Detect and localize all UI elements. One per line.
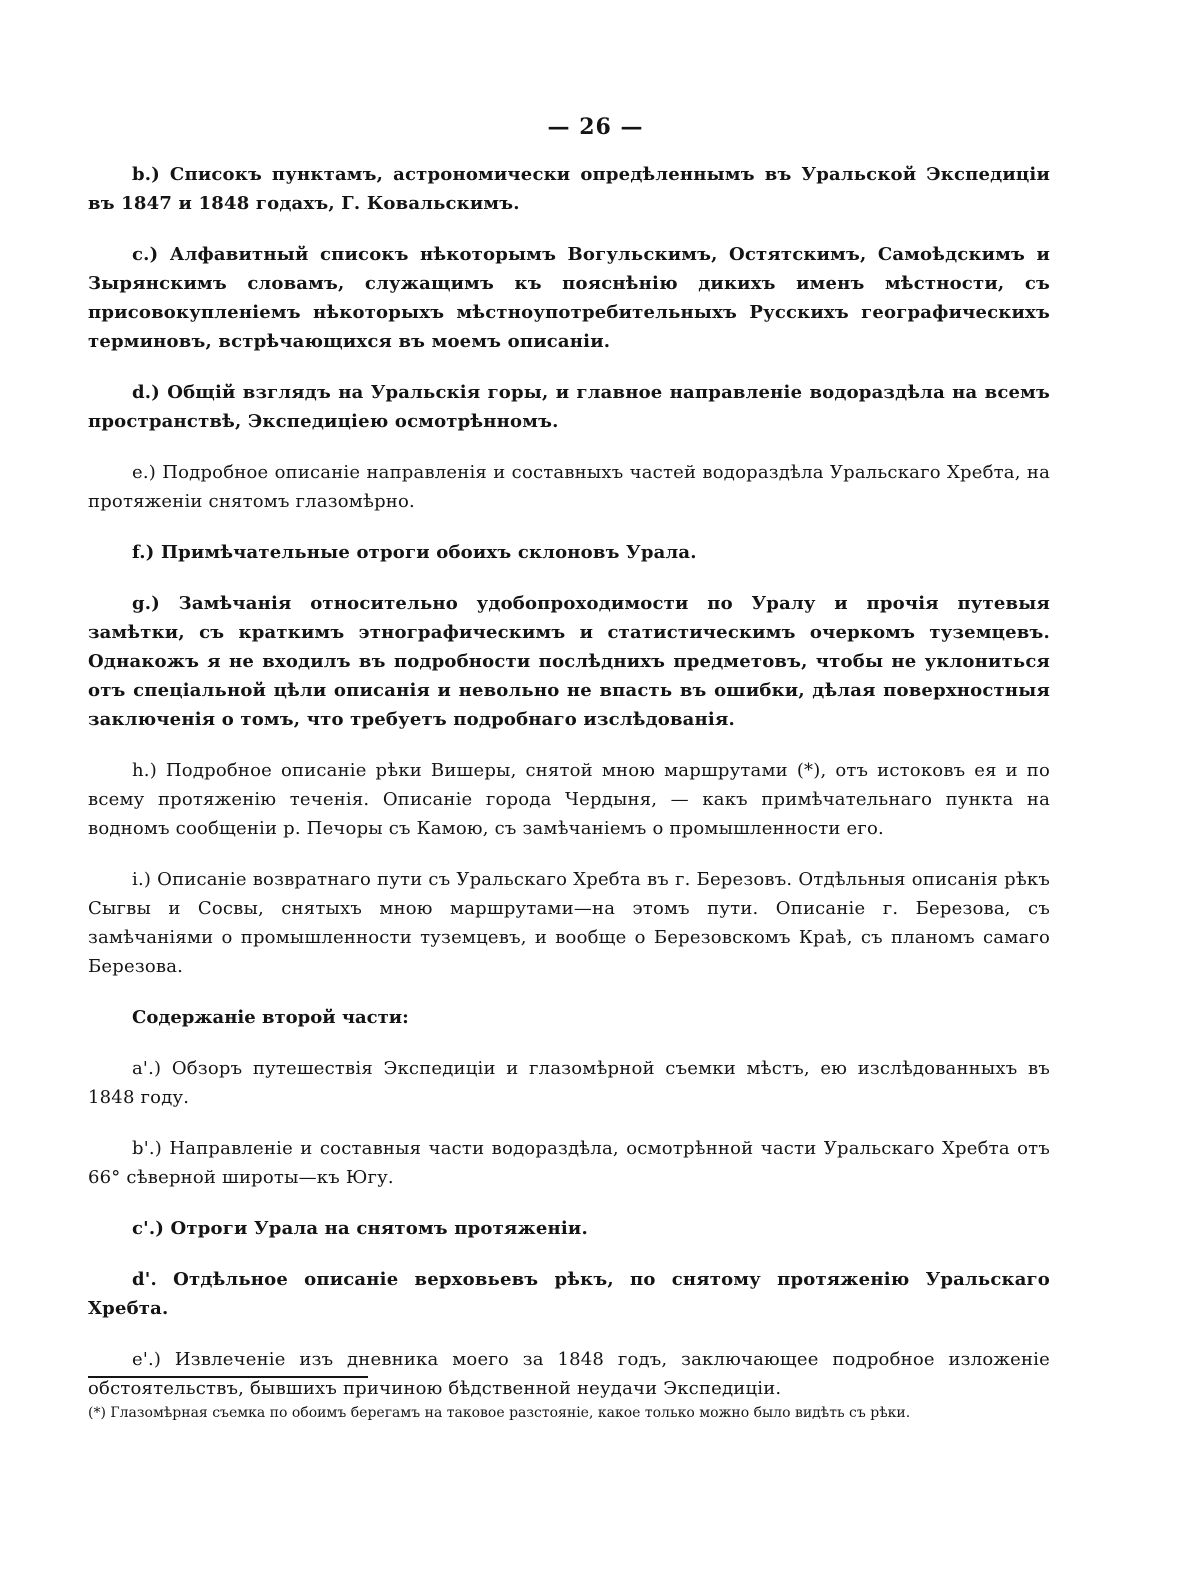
body-text xyxy=(88,160,1050,1425)
list-item-h: h.) Подробное описаніе рѣки Вишеры, снятой мною маршрутами (*), отъ истоковъ ея и по всему протяженію теченія. Описаніе города Чердыня, — какъ примѣчательнаго пункта на водномъ сообщеніи р. Печоры съ Камою, съ замѣчаніемъ о промышленности его. xyxy=(88,760,1050,839)
list-item-i: i.) Описаніе возвратнаго пути съ Уральскаго Хребта въ г. Березовъ. Отдѣльныя описанія рѣкъ Сыгвы и Сосвы, снятыхъ мною маршрутами—на этомъ пути. Описаніе г. Березова, съ замѣчаніями о промышленности туземцевъ, и вообще о Березовскомъ Краѣ, съ планомъ самаго Березова. xyxy=(88,869,1050,977)
list-item-d-prime: d'. Отдѣльное описаніе верховьевъ рѣкъ, по снятому протяженію Уральскаго Хребта. xyxy=(88,1269,1050,1319)
section-heading-second-part: Содержаніе второй части: xyxy=(132,1007,409,1028)
list-item-b: b.) Списокъ пунктамъ, астрономически опредѣленнымъ въ Уральской Экспедиціи въ 1847 и 1848 годахъ, Г. Ковальскимъ. xyxy=(88,164,1050,214)
list-item-c-prime: c'.) Отроги Урала на снятомъ протяженіи. xyxy=(132,1218,588,1239)
footnote: (*) Глазомѣрная съемка по обоимъ берегамъ на таковое разстояніе, какое только можно было видѣть съ рѣки. xyxy=(88,1405,911,1421)
list-item-g: g.) Замѣчанія относительно удобопроходимости по Уралу и прочія путевыя замѣтки, съ краткимъ этнографическимъ и статистическимъ очеркомъ туземцевъ. Однакожъ я не входилъ въ подробности послѣднихъ предметовъ, чтобы не уклониться отъ спеціальной цѣли описанія и невольно не впасть въ ошибки, дѣлая поверхностныя заключенія о томъ, что требуетъ подробнаго изслѣдованія. xyxy=(88,593,1050,730)
list-item-e: e.) Подробное описаніе направленія и составныхъ частей водораздѣла Уральскаго Хребта, на протяженіи снятомъ глазомѣрно. xyxy=(88,462,1050,512)
page-number: — 26 — xyxy=(547,114,644,140)
list-item-c: c.) Алфавитный списокъ нѣкоторымъ Вогульскимъ, Остятскимъ, Самоѣдскимъ и Зырянскимъ словамъ, служащимъ къ пояснѣнію дикихъ именъ мѣстности, съ присовокупленіемъ нѣкоторыхъ мѣстноупотребительныхъ Русскихъ географическихъ терминовъ, встрѣчающихся въ моемъ описаніи. xyxy=(88,244,1050,352)
list-item-b-prime: b'.) Направленіе и составныя части водораздѣла, осмотрѣнной части Уральскаго Хребта отъ 66° сѣверной широты—къ Югу. xyxy=(88,1138,1050,1188)
list-item-a-prime: a'.) Обзоръ путешествія Экспедиціи и глазомѣрной съемки мѣстъ, ею изслѣдованныхъ въ 1848 году. xyxy=(88,1058,1050,1108)
list-item-e-prime: e'.) Извлеченіе изъ дневника моего за 1848 годъ, заключающее подробное изложеніе обстоятельствъ, бывшихъ причиною бѣдственной неудачи Экспедиціи. xyxy=(88,1349,1050,1399)
list-item-f: f.) Примѣчательные отроги обоихъ склоновъ Урала. xyxy=(132,542,697,563)
list-item-d: d.) Общій взглядъ на Уральскія горы, и главное направленіе водораздѣла на всемъ пространствѣ, Экспедиціею осмотрѣнномъ. xyxy=(88,382,1050,432)
footnote-divider xyxy=(88,1376,368,1378)
